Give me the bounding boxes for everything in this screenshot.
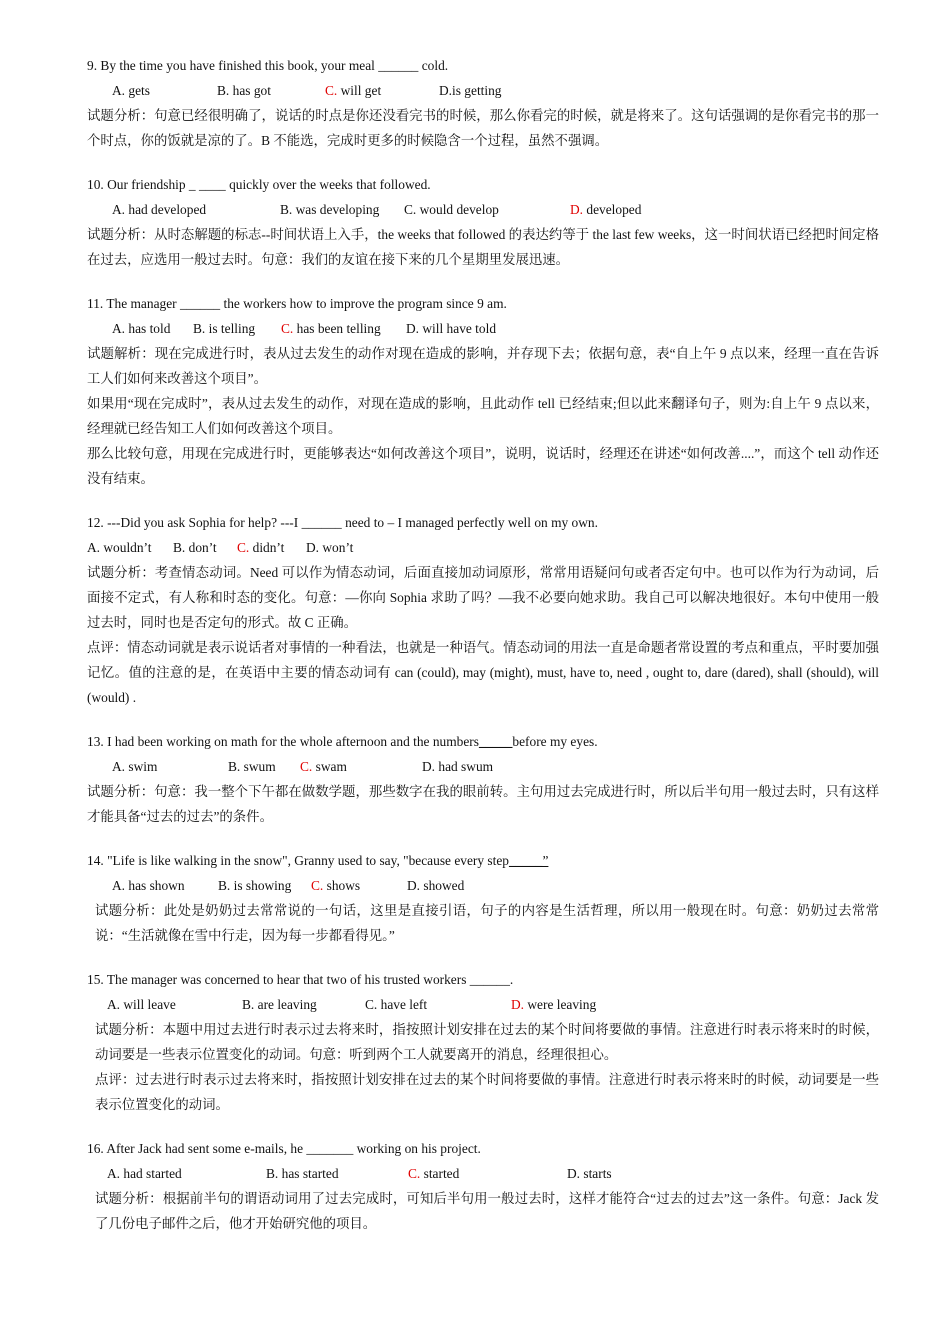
option-b: B. is telling [193, 321, 256, 336]
question-16 [87, 1136, 879, 1236]
question-9 [87, 53, 879, 153]
option-c: C. will get [325, 83, 382, 98]
option-b: B. don’t [173, 540, 217, 555]
option-b: B. has started [266, 1166, 339, 1181]
option-d: D. showed [407, 878, 465, 893]
analysis-paragraph: 试题解析：现在完成进行时，表从过去发生的动作对现在造成的影响，并存现下去；依据句意，表“自上午 9 点以来，经理一直在告诉工人们如何来改善这个项目”。 [87, 346, 879, 386]
option-c: C. didn’t [237, 540, 285, 555]
question-stem: 11. The manager ______ the workers how to improve the program since 9 am. [87, 296, 507, 311]
option-d: D. had swum [422, 759, 494, 774]
question-stem: 9. By the time you have finished this book, your meal ______ cold. [87, 58, 449, 73]
option-a: A. will leave [107, 997, 176, 1012]
option-c: C. started [408, 1166, 460, 1181]
question-15 [87, 967, 879, 1117]
options-row [87, 197, 879, 222]
analysis-paragraph: 试题分析：考查情态动词。Need 可以作为情态动词，后面直接加动词原形，常常用语疑问句或者否定句中。也可以作为行为动词，后面接不定式，有人称和时态的变化。句意：—你向 Sophia 求助了吗？—我不必要向她求助。我自己可以解决地很好。本句中使用一般过去时，同时也是否定句的形式。故 C 正确。 [87, 565, 879, 630]
question-stem: 16. After Jack had sent some e-mails, he _______ working on his project. [87, 1141, 481, 1156]
analysis-paragraph: 试题分析：根据前半句的谓语动词用了过去完成时，可知后半句用一般过去时，这样才能符合“过去的过去”这一条件。句意：Jack 发了几份电子邮件之后，他才开始研究他的项目。 [95, 1191, 879, 1231]
options-row [87, 78, 879, 103]
option-b: B. is showing [218, 878, 292, 893]
option-c: C. has been telling [281, 321, 381, 336]
option-c: C. shows [311, 878, 361, 893]
question-13 [87, 729, 879, 829]
option-b: B. has got [217, 83, 271, 98]
question-stem: 12. ---Did you ask Sophia for help? ---I ______ need to – I managed perfectly well on my own. [87, 515, 598, 530]
options-row [87, 873, 879, 898]
analysis-paragraph: 试题分析：从时态解题的标志--时间状语上入手，the weeks that followed 的表达约等于 the last few weeks，这一时间状语已经把时间定格在过去，应选用一般过去时。句意：我们的友谊在接下来的几个星期里发展迅速。 [87, 227, 879, 267]
options-row [87, 535, 879, 560]
option-c: C. have left [365, 997, 428, 1012]
question-10 [87, 172, 879, 272]
option-a: A. swim [112, 759, 158, 774]
option-d: D. will have told [406, 321, 497, 336]
options-row [87, 992, 879, 1017]
question-stem: 15. The manager was concerned to hear that two of his trusted workers ______. [87, 972, 514, 987]
analysis-paragraph: 试题分析：句意：我一整个下午都在做数学题，那些数字在我的眼前转。主句用过去完成进行时，所以后半句用一般过去时，只有这样才能具备“过去的过去”的条件。 [87, 784, 879, 824]
option-d: D. developed [570, 202, 642, 217]
analysis-paragraph: 那么比较句意，用现在完成进行时，更能够表达“如何改善这个项目”，说明，说话时，经理还在讲述“如何改善....”，而这个 tell 动作还没有结束。 [87, 446, 879, 486]
analysis-paragraph: 如果用“现在完成时”，表从过去发生的动作，对现在造成的影响，且此动作 tell 已经结束;但以此来翻译句子，则为:自上午 9 点以来，经理就已经告知工人们如何改善这个项目。 [87, 396, 879, 436]
document-page [87, 53, 879, 1255]
question-stem: 13. I had been working on math for the whole afternoon and the numbers_____before my eyes. [87, 734, 598, 749]
question-stem: 14. "Life is like walking in the snow", Granny used to say, "because every step_____” [87, 853, 549, 868]
analysis-paragraph: 试题分析：句意已经很明确了，说话的时点是你还没看完书的时候，那么你看完的时候，就是将来了。这句话强调的是你看完书的那一个时点，你的饭就是凉的了。B 不能选，完成时更多的时候隐含一个过程，虽然不强调。 [87, 108, 879, 148]
option-a: A. has shown [112, 878, 185, 893]
option-b: B. was developing [280, 202, 380, 217]
option-a: A. has told [112, 321, 171, 336]
option-a: A. gets [112, 83, 150, 98]
option-c: C. would develop [404, 202, 499, 217]
option-c: C. swam [300, 759, 347, 774]
option-a: A. had started [107, 1166, 182, 1181]
option-d: D. won’t [306, 540, 354, 555]
option-d: D. starts [567, 1166, 612, 1181]
option-a: A. wouldn’t [87, 540, 152, 555]
question-stem: 10. Our friendship _ ____ quickly over the weeks that followed. [87, 177, 431, 192]
analysis-paragraph: 试题分析：此处是奶奶过去常常说的一句话，这里是直接引语，句子的内容是生活哲理，所以用一般现在时。句意：奶奶过去常常说：“生活就像在雪中行走，因为每一步都看得见。” [95, 903, 879, 943]
options-row [87, 316, 879, 341]
question-14 [87, 848, 879, 948]
analysis-paragraph: 试题分析：本题中用过去进行时表示过去将来时，指按照计划安排在过去的某个时间将要做的事情。注意进行时表示将来时的时候，动词要是一些表示位置变化的动词。句意：听到两个工人就要离开的消息，经理很担心。 [95, 1022, 879, 1062]
option-b: B. are leaving [242, 997, 317, 1012]
question-11 [87, 291, 879, 491]
option-a: A. had developed [112, 202, 207, 217]
options-row [87, 1161, 879, 1186]
option-b: B. swum [228, 759, 276, 774]
option-d: D. were leaving [511, 997, 597, 1012]
comment-paragraph: 点评：过去进行时表示过去将来时，指按照计划安排在过去的某个时间将要做的事情。注意进行时表示将来时的时候，动词要是一些表示位置变化的动词。 [95, 1072, 879, 1112]
question-12 [87, 510, 879, 710]
options-row [87, 754, 879, 779]
option-d: D.is getting [439, 83, 502, 98]
comment-paragraph: 点评：情态动词就是表示说话者对事情的一种看法，也就是一种语气。情态动词的用法一直是命题者常设置的考点和重点，平时要加强记忆。值的注意的是，在英语中主要的情态动词有 can (could), may (might), must, have to, need , ought to, dare (dared), shall (should), will (would) . [87, 640, 879, 705]
